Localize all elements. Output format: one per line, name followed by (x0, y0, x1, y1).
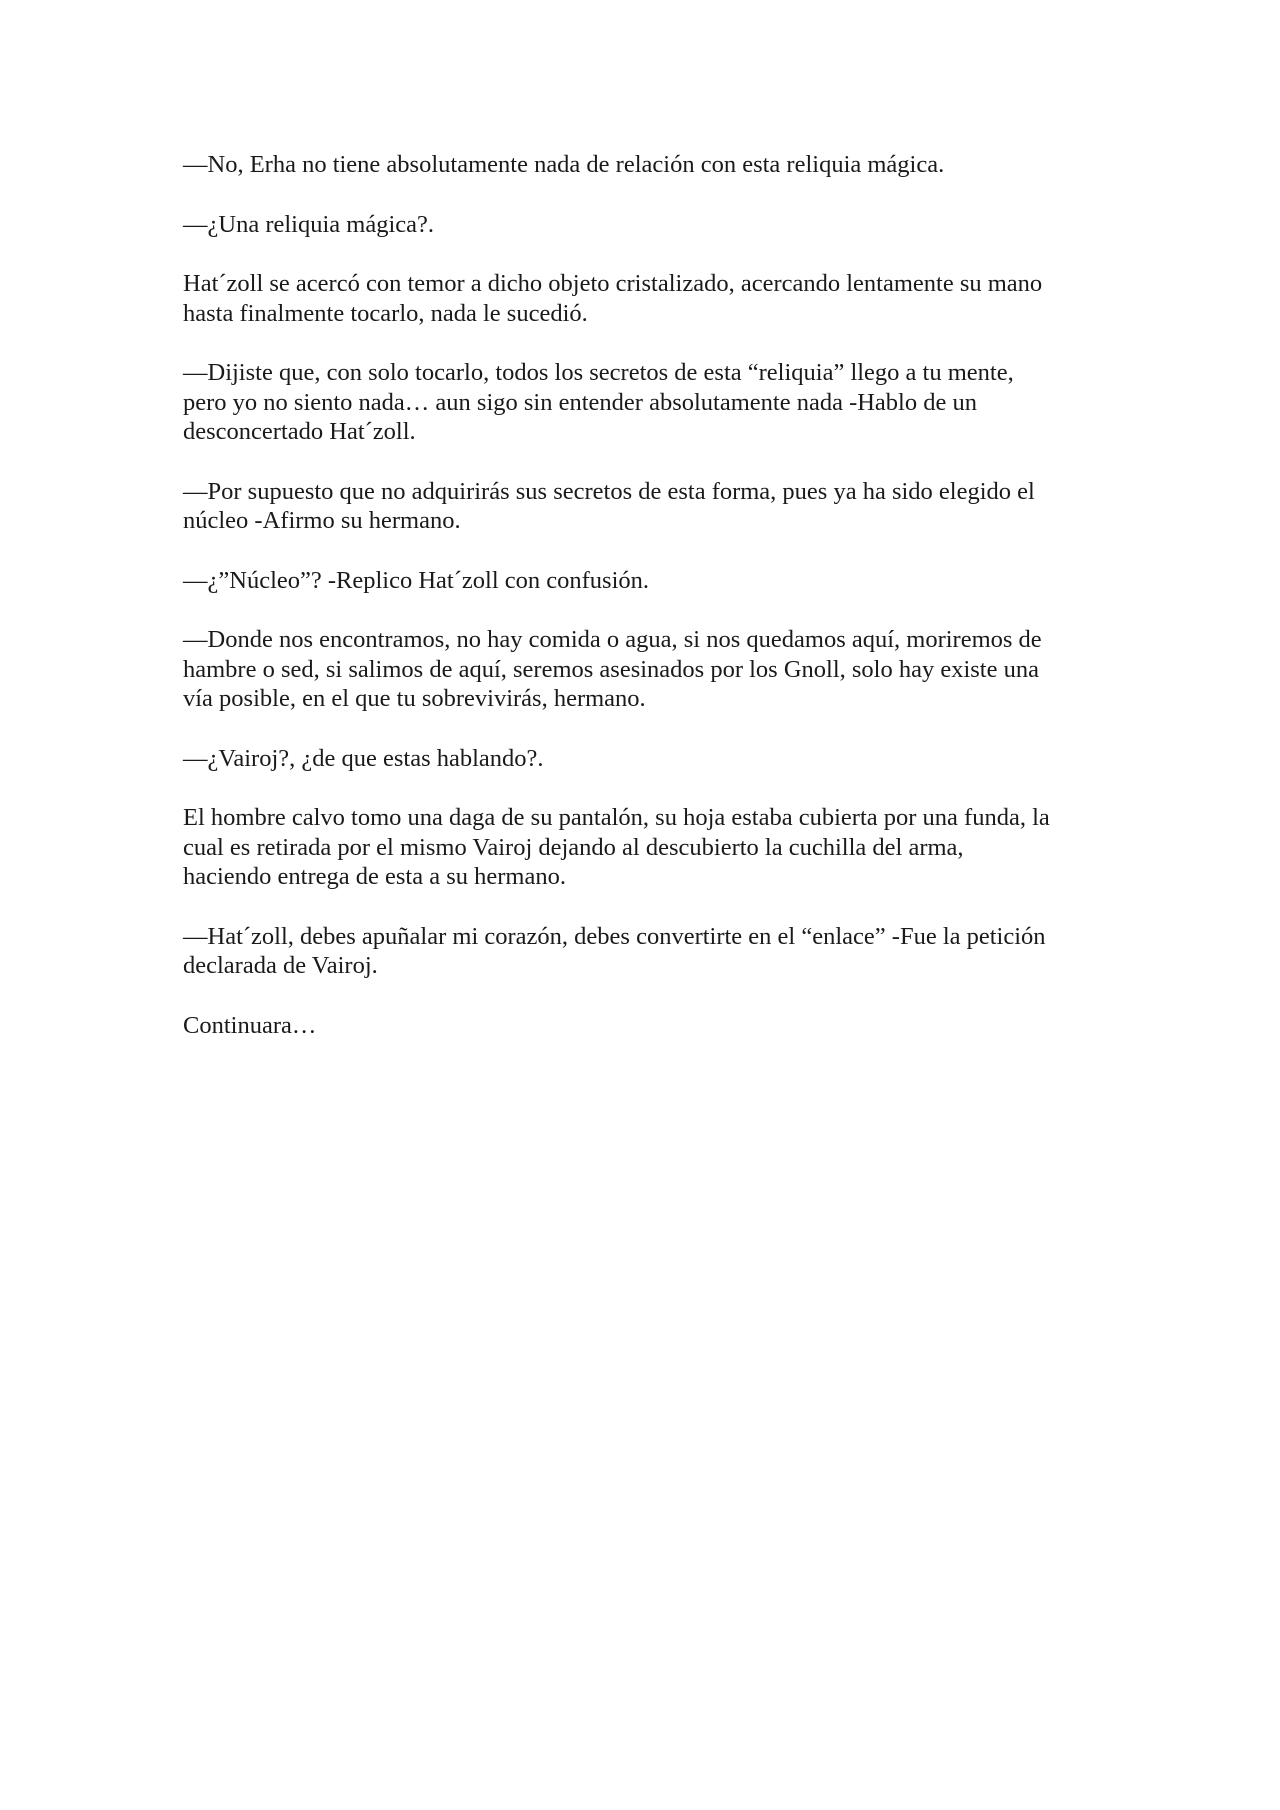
paragraph (183, 1011, 1103, 1041)
text-line: —Donde nos encontramos, no hay comida o agua, si nos quedamos aquí, moriremos de (183, 626, 1042, 653)
text-line: hambre o sed, si salimos de aquí, seremos asesinados por los Gnoll, solo hay existe una (183, 655, 1039, 683)
paragraph (183, 566, 1103, 596)
text-line: —Por supuesto que no adquirirás sus secretos de esta forma, pues ya ha sido elegido el (183, 477, 1035, 505)
paragraph (183, 477, 1103, 536)
text-line: hasta finalmente tocarlo, nada le sucedió. (183, 299, 588, 327)
paragraph (183, 744, 1103, 774)
text-line: cual es retirada por el mismo Vairoj dejando al descubierto la cuchilla del arma, (183, 833, 964, 861)
text-line: —Hat´zoll, debes apuñalar mi corazón, debes convertirte en el “enlace” -Fue la petición (183, 922, 1046, 950)
paragraph (183, 625, 1103, 714)
text-line: Continuara… (183, 1011, 317, 1039)
paragraph (183, 803, 1103, 892)
text-line: —¿Una reliquia mágica?. (183, 210, 435, 238)
text-line: El hombre calvo tomo una daga de su pantalón, su hoja estaba cubierta por una funda, la (183, 804, 1050, 831)
text-line: pero yo no siento nada… aun sigo sin entender absolutamente nada -Hablo de un (183, 388, 977, 416)
paragraph (183, 922, 1103, 981)
text-line: —No, Erha no tiene absolutamente nada de relación con esta reliquia mágica. (183, 151, 945, 178)
text-line: haciendo entrega de esta a su hermano. (183, 863, 566, 890)
text-line: núcleo -Afirmo su hermano. (183, 507, 461, 534)
text-line: vía posible, en el que tu sobrevivirás, hermano. (183, 685, 646, 712)
text-line: —¿Vairoj?, ¿de que estas hablando?. (183, 744, 544, 772)
paragraph (183, 150, 1103, 180)
text-line: —Dijiste que, con solo tocarlo, todos los secretos de esta “reliquia” llego a tu mente, (183, 359, 1014, 386)
text-line: desconcertado Hat´zoll. (183, 418, 416, 445)
paragraph (183, 358, 1103, 447)
paragraph (183, 210, 1103, 240)
text-line: —¿”Núcleo”? -Replico Hat´zoll con confusión. (183, 566, 650, 594)
paragraph (183, 269, 1103, 328)
document-body (183, 150, 1103, 1070)
text-line: Hat´zoll se acercó con temor a dicho objeto cristalizado, acercando lentamente su mano (183, 270, 1043, 297)
text-line: declarada de Vairoj. (183, 952, 378, 979)
